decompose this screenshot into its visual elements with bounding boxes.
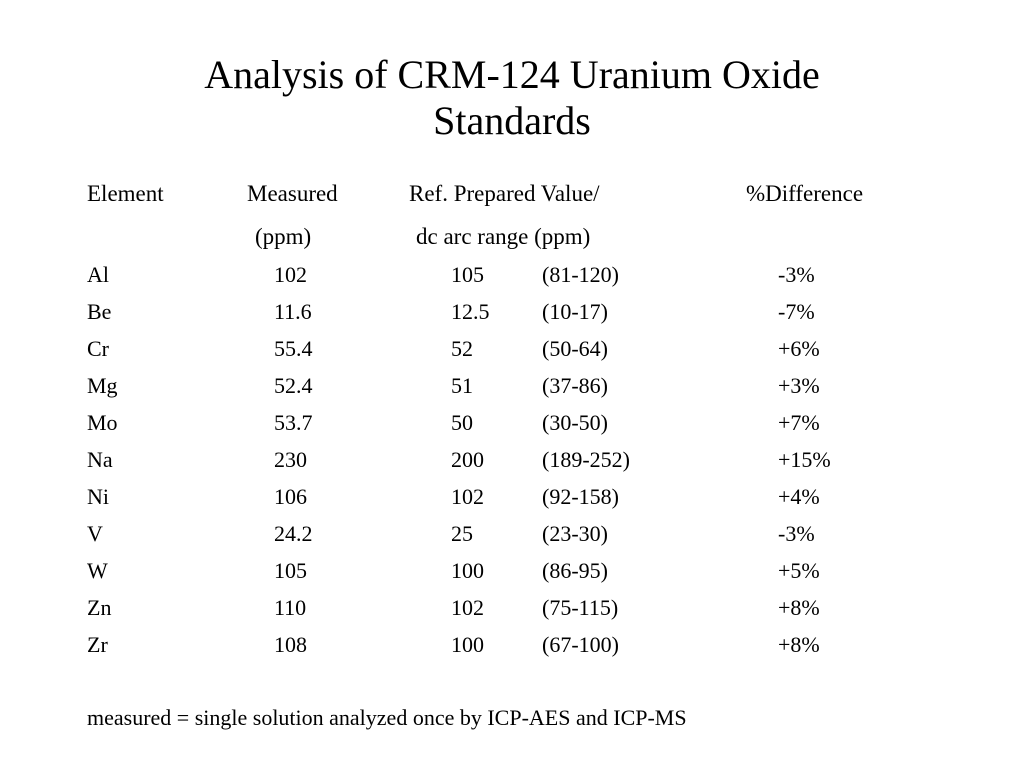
cell-measured: 110 xyxy=(274,595,307,620)
table-row xyxy=(0,373,1024,399)
table-row xyxy=(0,262,1024,288)
cell-measured: 108 xyxy=(274,632,307,657)
table-row xyxy=(0,595,1024,621)
cell-measured: 52.4 xyxy=(274,373,313,398)
cell-difference: -3% xyxy=(778,521,815,546)
header-measured-unit: (ppm) xyxy=(255,224,312,249)
cell-difference: +8% xyxy=(778,632,820,657)
table-row xyxy=(0,484,1024,510)
cell-element: Mg xyxy=(87,373,118,398)
table-header-row-1 xyxy=(0,181,1024,207)
cell-difference: +15% xyxy=(778,447,831,472)
title-line-2: Standards xyxy=(433,98,591,143)
header-ref-range: dc arc range (ppm) xyxy=(416,224,591,249)
cell-measured: 105 xyxy=(274,558,307,583)
header-element: Element xyxy=(87,181,164,206)
cell-measured: 55.4 xyxy=(274,336,313,361)
cell-difference: +4% xyxy=(778,484,820,509)
header-measured: Measured xyxy=(247,181,338,206)
cell-element: Cr xyxy=(87,336,109,361)
cell-range: (23-30) xyxy=(542,521,608,546)
cell-element: Be xyxy=(87,299,112,324)
cell-difference: +7% xyxy=(778,410,820,435)
slide-title xyxy=(0,52,1024,144)
table-row xyxy=(0,336,1024,362)
header-ref-value: Ref. Prepared Value/ xyxy=(409,181,600,206)
cell-element: Mo xyxy=(87,410,118,435)
table-header-row-2 xyxy=(0,224,1024,250)
cell-measured: 106 xyxy=(274,484,307,509)
table-row xyxy=(0,410,1024,436)
cell-measured: 24.2 xyxy=(274,521,313,546)
cell-ref-value: 50 xyxy=(451,410,473,435)
cell-difference: +5% xyxy=(778,558,820,583)
cell-difference: -3% xyxy=(778,262,815,287)
cell-element: Zn xyxy=(87,595,112,620)
cell-ref-value: 12.5 xyxy=(451,299,490,324)
cell-ref-value: 102 xyxy=(451,484,484,509)
table-row xyxy=(0,447,1024,473)
cell-range: (50-64) xyxy=(542,336,608,361)
cell-ref-value: 100 xyxy=(451,632,484,657)
cell-difference: +6% xyxy=(778,336,820,361)
cell-measured: 11.6 xyxy=(274,299,312,324)
cell-range: (92-158) xyxy=(542,484,619,509)
cell-ref-value: 102 xyxy=(451,595,484,620)
cell-range: (189-252) xyxy=(542,447,630,472)
cell-range: (81-120) xyxy=(542,262,619,287)
cell-ref-value: 200 xyxy=(451,447,484,472)
table-row xyxy=(0,558,1024,584)
cell-ref-value: 100 xyxy=(451,558,484,583)
cell-range: (75-115) xyxy=(542,595,619,620)
table-row xyxy=(0,299,1024,325)
cell-range: (86-95) xyxy=(542,558,608,583)
cell-difference: -7% xyxy=(778,299,815,324)
cell-range: (67-100) xyxy=(542,632,619,657)
cell-range: (30-50) xyxy=(542,410,608,435)
cell-range: (10-17) xyxy=(542,299,608,324)
cell-element: Na xyxy=(87,447,113,472)
cell-ref-value: 25 xyxy=(451,521,473,546)
cell-ref-value: 51 xyxy=(451,373,473,398)
cell-element: V xyxy=(87,521,103,546)
header-difference: %Difference xyxy=(746,181,864,206)
title-line-1: Analysis of CRM-124 Uranium Oxide xyxy=(204,52,820,97)
cell-element: W xyxy=(87,558,108,583)
cell-range: (37-86) xyxy=(542,373,608,398)
cell-measured: 102 xyxy=(274,262,307,287)
cell-difference: +3% xyxy=(778,373,820,398)
cell-ref-value: 52 xyxy=(451,336,473,361)
table-row xyxy=(0,521,1024,547)
cell-element: Ni xyxy=(87,484,109,509)
footnote: measured = single solution analyzed once by ICP-AES and ICP-MS xyxy=(87,705,687,730)
cell-element: Al xyxy=(87,262,109,287)
table-row xyxy=(0,632,1024,658)
cell-measured: 53.7 xyxy=(274,410,313,435)
cell-ref-value: 105 xyxy=(451,262,484,287)
cell-element: Zr xyxy=(87,632,108,657)
cell-difference: +8% xyxy=(778,595,820,620)
cell-measured: 230 xyxy=(274,447,307,472)
